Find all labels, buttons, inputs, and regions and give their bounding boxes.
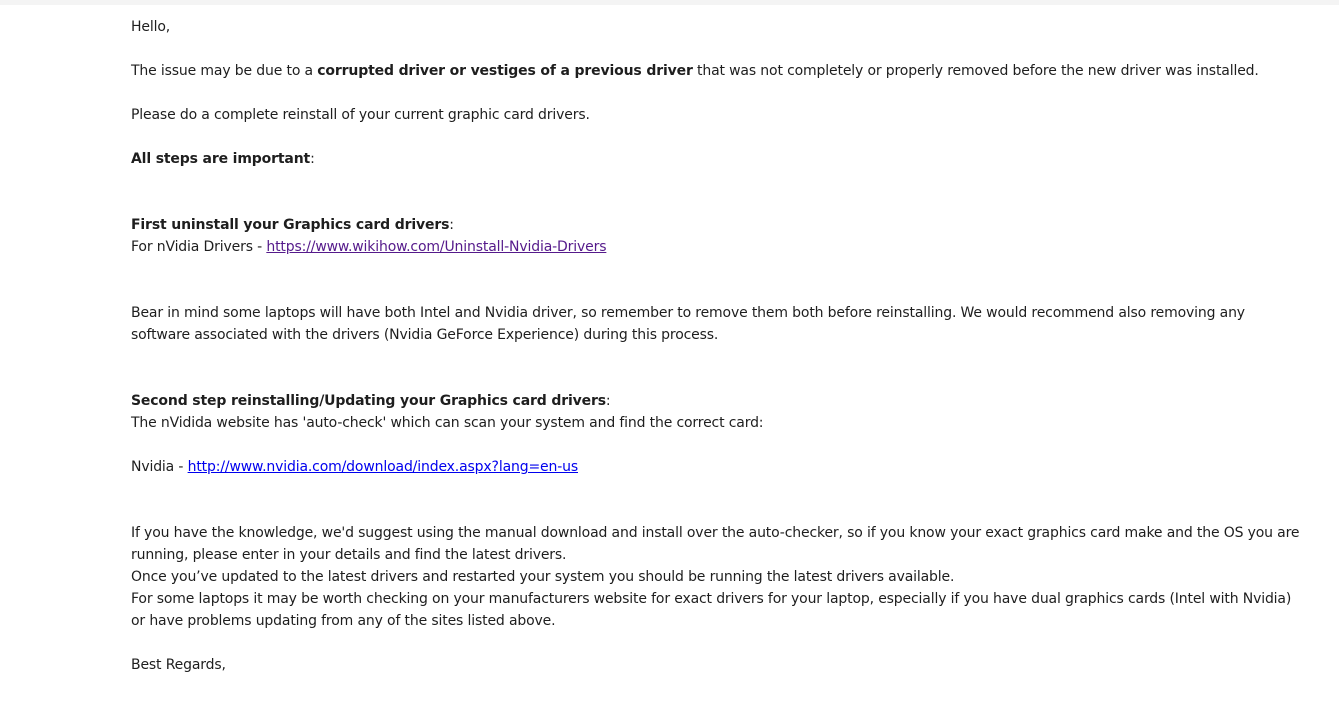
- steps-heading-colon: :: [310, 151, 315, 167]
- spacer: [131, 170, 1306, 192]
- issue-text-start: The issue may be due to a: [131, 63, 318, 79]
- spacer: [131, 192, 1306, 214]
- issue-text-bold: corrupted driver or vestiges of a previous driver: [317, 63, 693, 79]
- spacer: [131, 258, 1306, 280]
- steps-heading-bold: All steps are important: [131, 151, 311, 167]
- spacer: [131, 82, 1306, 104]
- nvidia-download-link[interactable]: http://www.nvidia.com/download/index.aspx?lang=en-us: [187, 459, 578, 475]
- step2-heading-bold: Second step reinstalling/Updating your Graphics card drivers: [131, 393, 606, 409]
- step1-heading: [131, 214, 1306, 236]
- nvidia-prefix: Nvidia -: [131, 459, 188, 475]
- step1-prefix: For nVidia Drivers -: [131, 239, 267, 255]
- step1-line: [131, 236, 1306, 258]
- top-divider-strip: [0, 0, 1339, 5]
- reinstall-paragraph: Please do a complete reinstall of your current graphic card drivers.: [131, 107, 590, 123]
- spacer: [131, 434, 1306, 456]
- step2-heading: [131, 390, 1306, 412]
- issue-paragraph: [131, 60, 1306, 82]
- step2-text: The nVidida website has 'auto-check' which can scan your system and find the correct card:: [131, 415, 764, 431]
- knowledge-paragraph-2: Once you’ve updated to the latest drivers and restarted your system you should be running the latest drivers available.: [131, 569, 955, 585]
- steps-heading: [131, 148, 1306, 170]
- spacer: [131, 500, 1306, 522]
- issue-text-end: that was not completely or properly removed before the new driver was installed.: [692, 63, 1259, 79]
- knowledge-paragraph-3: For some laptops it may be worth checking on your manufacturers website for exact drivers for your laptop, especially if you have dual graphics cards (Intel with Nvidia) or have problems updating from any of the sites listed above.: [131, 591, 1292, 629]
- nvidia-line: [131, 456, 1306, 478]
- greeting-text: Hello,: [131, 19, 171, 35]
- spacer: [131, 280, 1306, 302]
- spacer: [131, 368, 1306, 390]
- step1-heading-bold: First uninstall your Graphics card drivers: [131, 217, 450, 233]
- step1-heading-colon: :: [449, 217, 454, 233]
- knowledge-paragraph-1: If you have the knowledge, we'd suggest using the manual download and install over the auto-checker, so if you know your exact graphics card make and the OS you are running, please enter in your details and find the latest drivers.: [131, 525, 1300, 563]
- signoff-text: Best Regards,: [131, 657, 226, 673]
- step2-heading-colon: :: [605, 393, 611, 409]
- wikihow-uninstall-link[interactable]: https://www.wikihow.com/Uninstall-Nvidia-Drivers: [266, 239, 607, 255]
- spacer: [131, 632, 1306, 654]
- spacer: [131, 126, 1306, 148]
- spacer: [131, 478, 1306, 500]
- spacer: [131, 346, 1306, 368]
- bear-in-mind-paragraph: Bear in mind some laptops will have both Intel and Nvidia driver, so remember to remove them both before reinstalling. We would recommend also removing any software associated with the drivers (Nvidia GeForce Experience) during this process.: [131, 305, 1245, 343]
- email-body: [131, 16, 1306, 676]
- spacer: [131, 38, 1306, 60]
